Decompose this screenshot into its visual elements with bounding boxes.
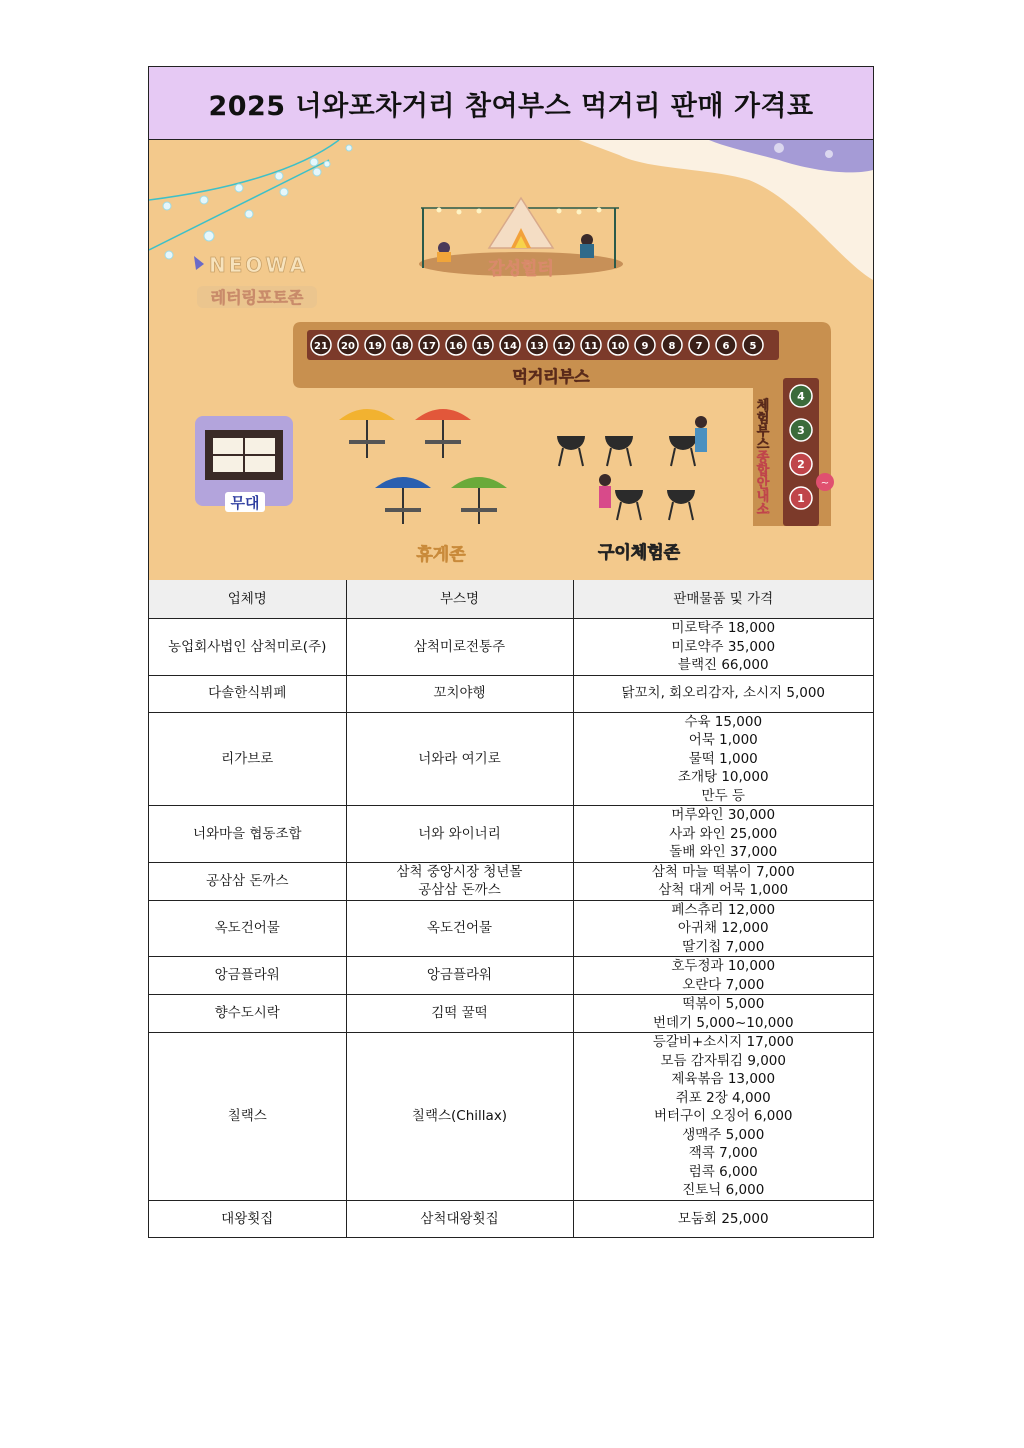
- company-cell: 농업회사법인 삼척미로(주): [149, 619, 346, 676]
- item-price-line: 모듬 감자튀김 9,000: [660, 1052, 786, 1069]
- page-title: 2025 너와포차거리 참여부스 먹거리 판매 가격표: [208, 90, 814, 122]
- booth-cell: [346, 862, 573, 900]
- item-price-line: 딸기칩 7,000: [682, 938, 765, 955]
- item-price-line: 사과 와인 25,000: [669, 825, 778, 842]
- item-price-line: 호두정과 10,000: [671, 958, 776, 974]
- table-row: [149, 862, 873, 900]
- company-cell: 대왕횟집: [149, 1200, 346, 1237]
- item-price-line: 제육볶음 13,000: [671, 1071, 776, 1087]
- food-booth-number: 5: [749, 341, 757, 352]
- items-cell: [573, 862, 873, 900]
- grill-zone-label: 구이체험존: [597, 543, 681, 563]
- items-cell: [573, 957, 873, 995]
- item-price-line: 미로약주 35,000: [671, 638, 776, 655]
- table-row: [149, 1200, 873, 1237]
- food-booth-number: 6: [722, 341, 730, 352]
- item-price-line: 오란다 7,000: [682, 976, 765, 993]
- item-price-line: 물떡 1,000: [688, 750, 758, 767]
- table-row: [149, 900, 873, 957]
- rest-zone-label: 휴게존: [416, 545, 466, 565]
- items-cell: [573, 619, 873, 676]
- item-price-line: 삼척 대게 어묵 1,000: [658, 882, 789, 898]
- food-booth-number: 16: [449, 341, 463, 352]
- item-price-line: 어묵 1,000: [688, 732, 758, 748]
- healing-zone-label: 감성힐터: [488, 259, 554, 279]
- food-booth-number: 19: [368, 341, 382, 352]
- booth-cell: [346, 619, 573, 676]
- items-cell: [573, 712, 873, 806]
- food-booth-number: 17: [422, 341, 436, 352]
- letter-photo-zone-label: 레터링포토존: [210, 288, 304, 307]
- booth-name-line: 너와라 여기로: [418, 750, 501, 767]
- items-cell: [573, 1033, 873, 1201]
- food-booth-number: 15: [476, 341, 490, 352]
- header-items: 판매물품 및 가격: [573, 580, 873, 619]
- price-table: [149, 580, 873, 1237]
- price-sheet: [148, 66, 874, 1238]
- item-price-line: 아귀채 12,000: [677, 920, 769, 936]
- item-price-line: 페스츄리 12,000: [671, 901, 776, 918]
- side-booth-number: 3: [797, 424, 805, 437]
- item-price-line: 돌배 와인 37,000: [669, 844, 778, 860]
- company-cell: 향수도시락: [149, 995, 346, 1033]
- items-cell: [573, 995, 873, 1033]
- booth-cell: [346, 675, 573, 712]
- item-price-line: 닭꼬치, 회오리감자, 소시지 5,000: [621, 685, 826, 702]
- side-booth-number: 2: [797, 458, 805, 471]
- item-price-line: 진토닉 6,000: [682, 1182, 765, 1198]
- item-price-line: 블랙진 66,000: [677, 657, 769, 673]
- item-price-line: 미로탁주 18,000: [671, 620, 776, 636]
- experience-booth-label: 체험부스: [753, 398, 769, 450]
- food-booth-number: 20: [341, 341, 355, 352]
- table-header-row: [149, 580, 873, 619]
- item-price-line: 버터구이 오징어 6,000: [653, 1108, 793, 1124]
- side-booth-number: 1: [797, 492, 805, 505]
- venue-map: [149, 140, 873, 580]
- food-booth-group: [311, 335, 763, 355]
- grill-icon: [557, 436, 697, 520]
- booth-cell: [346, 806, 573, 863]
- table-row: [149, 806, 873, 863]
- company-cell: 옥도건어물: [149, 900, 346, 957]
- booth-name-line: 삼척 중앙시장 청년몰: [396, 863, 523, 880]
- item-price-line: 만두 등: [701, 787, 745, 804]
- booth-cell: [346, 1033, 573, 1201]
- table-row: [149, 957, 873, 995]
- header-company: 업체명: [149, 580, 346, 619]
- table-body: [149, 619, 873, 1238]
- umbrella-icon: [339, 409, 507, 524]
- food-booth-number: 8: [668, 341, 676, 352]
- venue-map-illustration: [149, 140, 873, 580]
- info-booth-label: 종합안내소: [753, 450, 769, 515]
- food-booth-number: 18: [395, 341, 409, 352]
- company-cell: 공삼삼 돈까스: [149, 862, 346, 900]
- food-booth-number: 13: [530, 341, 544, 352]
- company-cell: 너와마을 협동조합: [149, 806, 346, 863]
- food-booth-number: 11: [584, 341, 598, 352]
- neowa-logo: NEOWA: [209, 253, 309, 277]
- item-price-line: 떡볶이 5,000: [682, 996, 765, 1012]
- booth-name-line: 옥도건어물: [426, 920, 493, 936]
- food-booth-number: 7: [695, 341, 703, 352]
- item-price-line: 생맥주 5,000: [682, 1126, 765, 1143]
- table-row: [149, 712, 873, 806]
- booth-cell: [346, 957, 573, 995]
- booth-name-line: 꼬치야행: [433, 685, 486, 702]
- stage-label: 무대: [230, 494, 260, 512]
- item-price-line: 럼콕 6,000: [688, 1163, 758, 1180]
- booth-cell: [346, 1200, 573, 1237]
- food-booths-label: 먹거리부스: [512, 367, 590, 386]
- booth-name-line: 너와 와이너리: [418, 825, 501, 842]
- company-cell: 칠랙스: [149, 1033, 346, 1201]
- items-cell: [573, 1200, 873, 1237]
- items-cell: [573, 806, 873, 863]
- table-row: [149, 619, 873, 676]
- booth-cell: [346, 995, 573, 1033]
- item-price-line: 삼척 마늘 떡볶이 7,000: [651, 863, 795, 880]
- booth-name-line: 칠랙스(Chillax): [411, 1108, 508, 1124]
- items-cell: [573, 675, 873, 712]
- item-price-line: 잭콕 7,000: [688, 1145, 758, 1161]
- item-price-line: 쥐포 2장 4,000: [675, 1089, 771, 1106]
- company-cell: 다솔한식뷔페: [149, 675, 346, 712]
- header-booth: 부스명: [346, 580, 573, 619]
- booth-name-line: 김떡 꿀떡: [431, 1005, 488, 1022]
- table-row: [149, 995, 873, 1033]
- item-price-line: 수육 15,000: [684, 713, 763, 730]
- food-booth-number: 9: [641, 341, 649, 352]
- booth-cell: [346, 712, 573, 806]
- side-booth-number: 4: [797, 390, 805, 403]
- booth-name-line: 삼척미로전통주: [413, 638, 506, 655]
- booth-name-line: 앙금플라워: [426, 967, 493, 984]
- food-booth-number: 14: [503, 341, 517, 352]
- item-price-line: 등갈비+소시지 17,000: [652, 1034, 794, 1050]
- item-price-line: 조개탕 10,000: [677, 769, 769, 785]
- table-row: [149, 1033, 873, 1201]
- table-row: [149, 675, 873, 712]
- food-booth-number: 21: [314, 341, 328, 352]
- item-price-line: 번데기 5,000~10,000: [652, 1014, 794, 1031]
- company-cell: 앙금플라워: [149, 957, 346, 995]
- booth-name-line: 공삼삼 돈까스: [418, 882, 501, 898]
- title-bar: [149, 67, 873, 140]
- items-cell: [573, 900, 873, 957]
- food-booth-number: 10: [611, 341, 625, 352]
- item-price-line: 머루와인 30,000: [671, 807, 776, 823]
- company-cell: 리가브로: [149, 712, 346, 806]
- item-price-line: 모둠회 25,000: [677, 1210, 769, 1227]
- food-booth-number: 12: [557, 341, 571, 352]
- svg-text:~: ~: [820, 478, 830, 489]
- booth-cell: [346, 900, 573, 957]
- booth-name-line: 삼척대왕횟집: [420, 1210, 499, 1227]
